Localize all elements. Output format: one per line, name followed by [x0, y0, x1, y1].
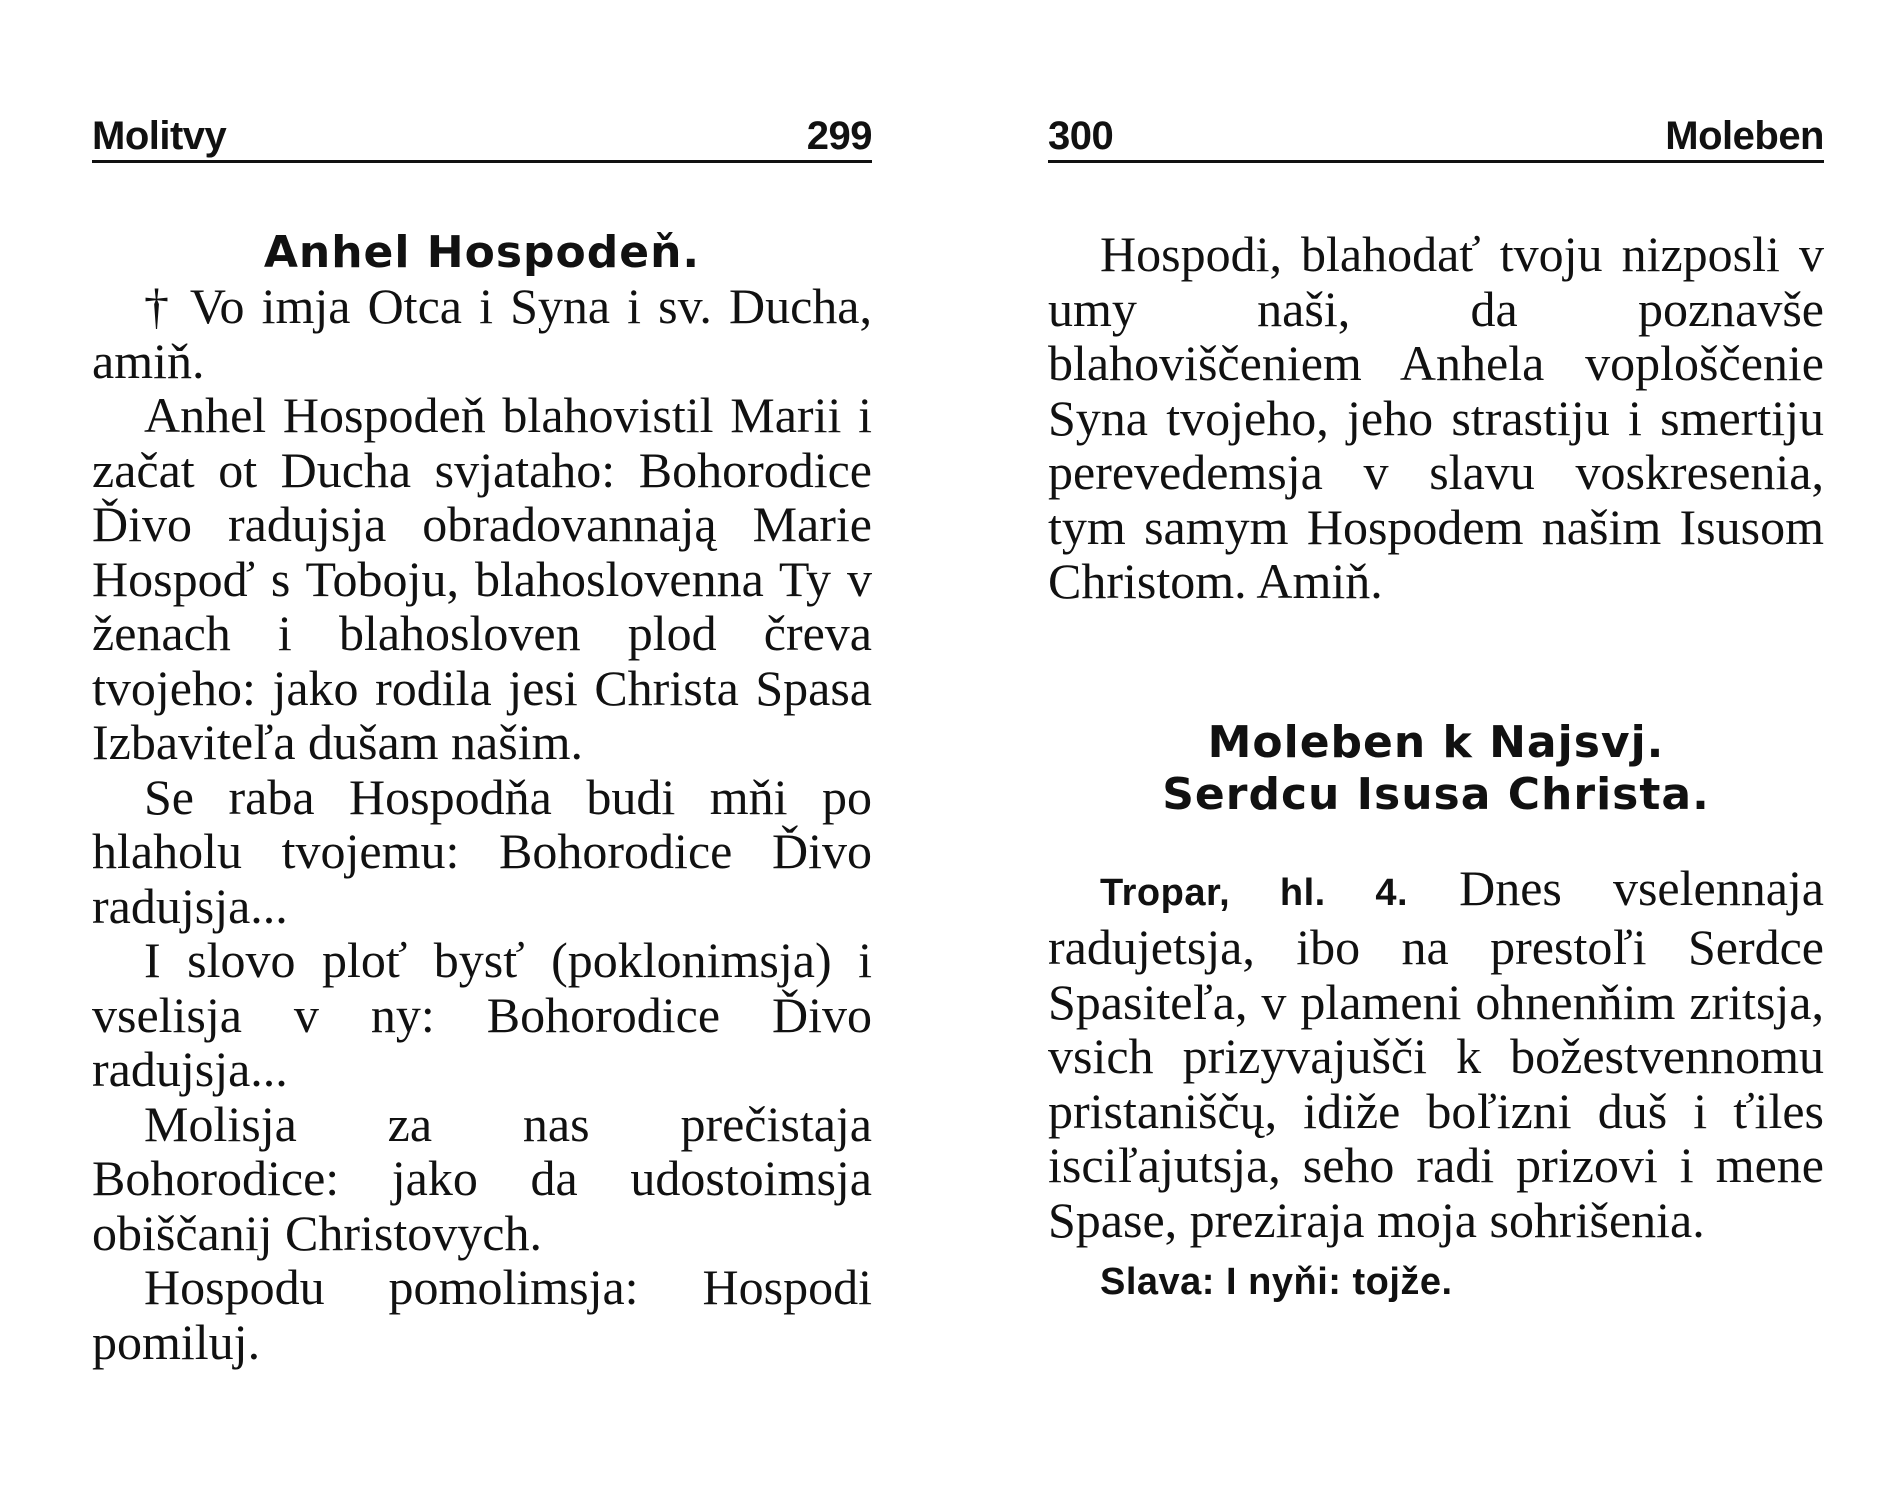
left-running-title: Molitvy — [92, 114, 227, 158]
right-prayer-paragraph: Hospodi, blahodať tvoju nizposli v umy naši, da poznavše blahoviščeniem Anhela voploščenie Syna tvojeho, jeho strastiju i smertiju perevedemsja v slavu voskresenia, tym samym Hospodem našim Isusom Christom. Amiň. — [1048, 226, 1824, 609]
right-running-head — [1048, 108, 1824, 163]
left-paragraph-2: Anhel Hospodeň blahovistil Marii i začat ot Ducha svjataho: Bohorodice Ďivo radujsja obradovannają Marie Hospoď s Toboju, blahoslovenna Ty v ženach i blahosloven plod čreva tvojeho: jako rodila jesi Christa Spasa Izbaviteľa dušam našim. — [92, 387, 872, 770]
left-section-title: Anhel Hospodeň. — [263, 227, 701, 278]
left-paragraph-4: I slovo ploť bysť (poklonimsja) i vselisja v ny: Bohorodice Ďivo radujsja... — [92, 932, 872, 1097]
right-page — [1048, 108, 1824, 1311]
left-paragraph-5: Molisja za nas prečistaja Bohorodice: jako da udostoimsja obiščanij Christovych. — [92, 1095, 872, 1261]
right-running-title: Moleben — [1665, 114, 1824, 158]
closing-line: Slava: I nyňi: tojže. — [1100, 1261, 1453, 1303]
right-section-title — [1048, 717, 1824, 821]
left-page-number: 299 — [806, 114, 872, 158]
section-spacer — [1048, 609, 1824, 717]
left-page — [92, 108, 872, 1369]
right-body — [1048, 227, 1824, 1311]
left-body — [92, 227, 872, 1369]
left-running-head — [92, 108, 872, 163]
left-paragraph-3: Se raba Hospodňa budi mňi po hlaholu tvojemu: Bohorodice Ďivo radujsja... — [92, 768, 872, 934]
tropar-text: Dnes vselennaja radujetsja, ibo na prestoľi Serdce Spasiteľa, v plameni ohnenňim zritsja, vsich prizyvajušči k božestvennomu pristaniščų, idiže boľizni duš i ťiles isciľajutsja, seho radi prizovi i mene Spase, preziraja moja sohrišenia. — [1048, 859, 1824, 1248]
left-paragraph-6: Hospodu pomolimsja: Hospodi pomiluj. — [92, 1259, 872, 1370]
tropar-lead: Tropar, hl. 4. — [1100, 871, 1409, 914]
left-paragraph-1: † Vo imja Otca i Syna i sv. Ducha, amiň. — [92, 278, 872, 389]
right-section-title-line-2: Serdcu Isusa Christa. — [1162, 768, 1710, 820]
tropar-paragraph — [1048, 861, 1824, 1248]
right-section-title-line-1: Moleben k Najsvj. — [1207, 716, 1665, 768]
right-page-number: 300 — [1048, 114, 1114, 158]
